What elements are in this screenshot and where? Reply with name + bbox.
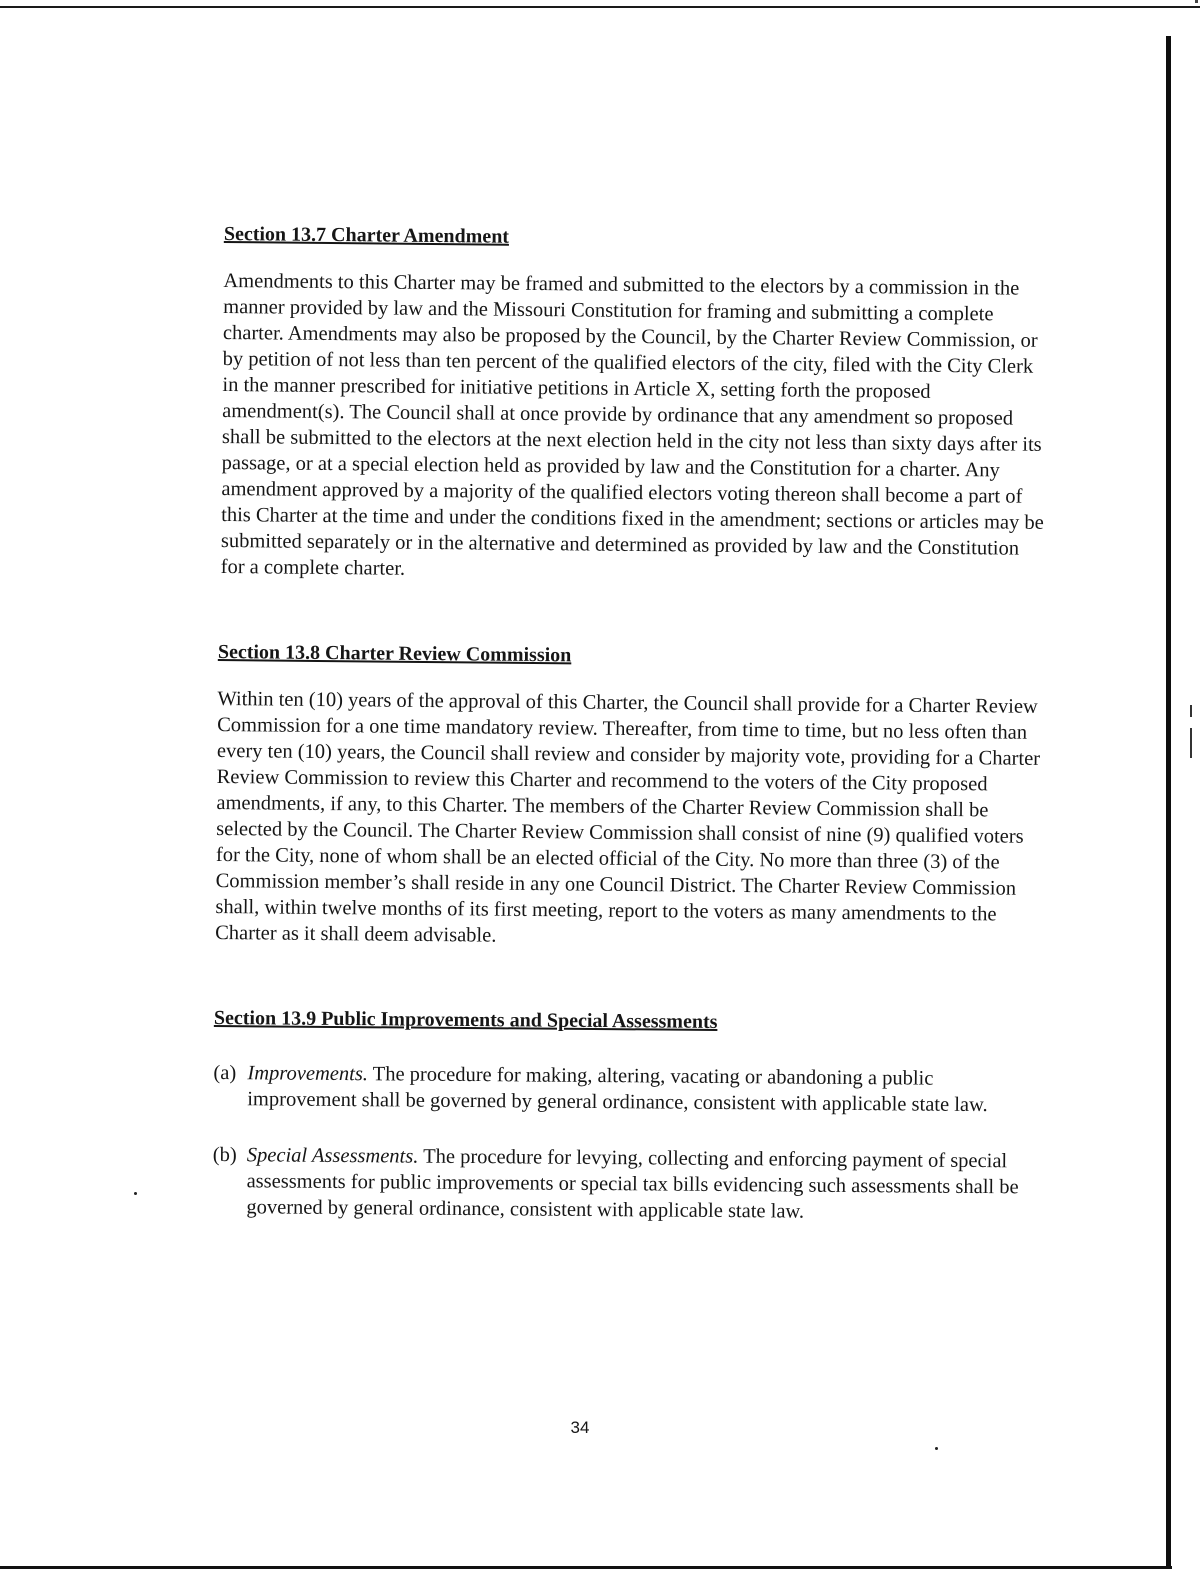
scan-edge-mark bbox=[1190, 728, 1192, 758]
scan-top-border bbox=[0, 6, 1200, 8]
list-item-title: Improvements. bbox=[247, 1062, 369, 1086]
scan-bottom-border bbox=[0, 1566, 1172, 1569]
list-marker: (b) bbox=[212, 1143, 237, 1167]
section-body: Within ten (10) years of the approval of this Charter, the Council shall provide for a Charter Review Commission for a one time mandatory review. Thereafter, from time to time, but no less often than every ten (10) years, the Council shall review and consider by majority vote, providing for a Charter Review Commission to review this Charter and recommend to the voters of the City proposed amendments, if any, to this Charter. The members of the Charter Review Commission shall be selected by the Council. The Charter Review Commission shall consist of nine (9) qualified voters for the City, none of whom shall be an elected official of the City. No more than three (3) of the Commission member’s shall reside in any one Council District. The Charter Review Commission shall, within twelve months of its first meeting, report to the voters as many amendments to the Charter as it shall deem advisable. bbox=[215, 687, 1041, 947]
scan-speck bbox=[134, 1192, 137, 1195]
list-item-improvements bbox=[213, 1060, 1037, 1118]
section-13-8 bbox=[215, 640, 1048, 954]
section-heading: Section 13.7 Charter Amendment bbox=[223, 222, 510, 248]
list-marker: (a) bbox=[213, 1061, 237, 1085]
list-item-special-assessments bbox=[212, 1142, 1037, 1226]
page-number: 34 bbox=[570, 1418, 590, 1437]
scan-speck bbox=[935, 1447, 938, 1450]
scan-edge-mark bbox=[1190, 705, 1192, 717]
section-13-9 bbox=[212, 1006, 1044, 1227]
list-item-text: The procedure for making, altering, vacating or abandoning a public improvement shall be governed by general ordinance, consistent with applicable state law. bbox=[247, 1063, 988, 1117]
section-heading: Section 13.8 Charter Review Commission bbox=[217, 640, 572, 667]
section-body: Amendments to this Charter may be framed and submitted to the electors by a commission in the manner provided by law and the Missouri Constitution for framing and submitting a complete charter. Amendments may also be proposed by the Council, by the Charter Review Commission, or by petition of not less than ten percent of the qualified electors of the city, filed with the City Clerk in the manner prescribed for initiative petitions in Article X, setting forth the proposed amendment(s). The Council shall at once provide by ordinance that any amendment so proposed shall be submitted to the electors at the next election held in the city not less than sixty days after its passage, or at a special election held as provided by law and the Constitution for a charter. Any amendment approved by a majority of the qualified electors voting thereon shall become a part of this Charter at the time and under the conditions fixed in the amendment; sections or articles may be submitted separately or in the alternative and determined as provided by law and the Constitution for a complete charter. bbox=[220, 269, 1044, 580]
section-heading: Section 13.9 Public Improvements and Special Assessments bbox=[213, 1006, 718, 1033]
scan-speck bbox=[1195, 0, 1198, 3]
section-13-7 bbox=[221, 222, 1054, 588]
list-item-text: The procedure for levying, collecting and enforcing payment of special assessments for public improvements or special tax bills evidencing such assessments shall be governed by general ordinance, consistent with applicable state law. bbox=[246, 1145, 1019, 1223]
scan-right-border bbox=[1166, 36, 1171, 1568]
list-item-title: Special Assessments. bbox=[246, 1144, 419, 1168]
